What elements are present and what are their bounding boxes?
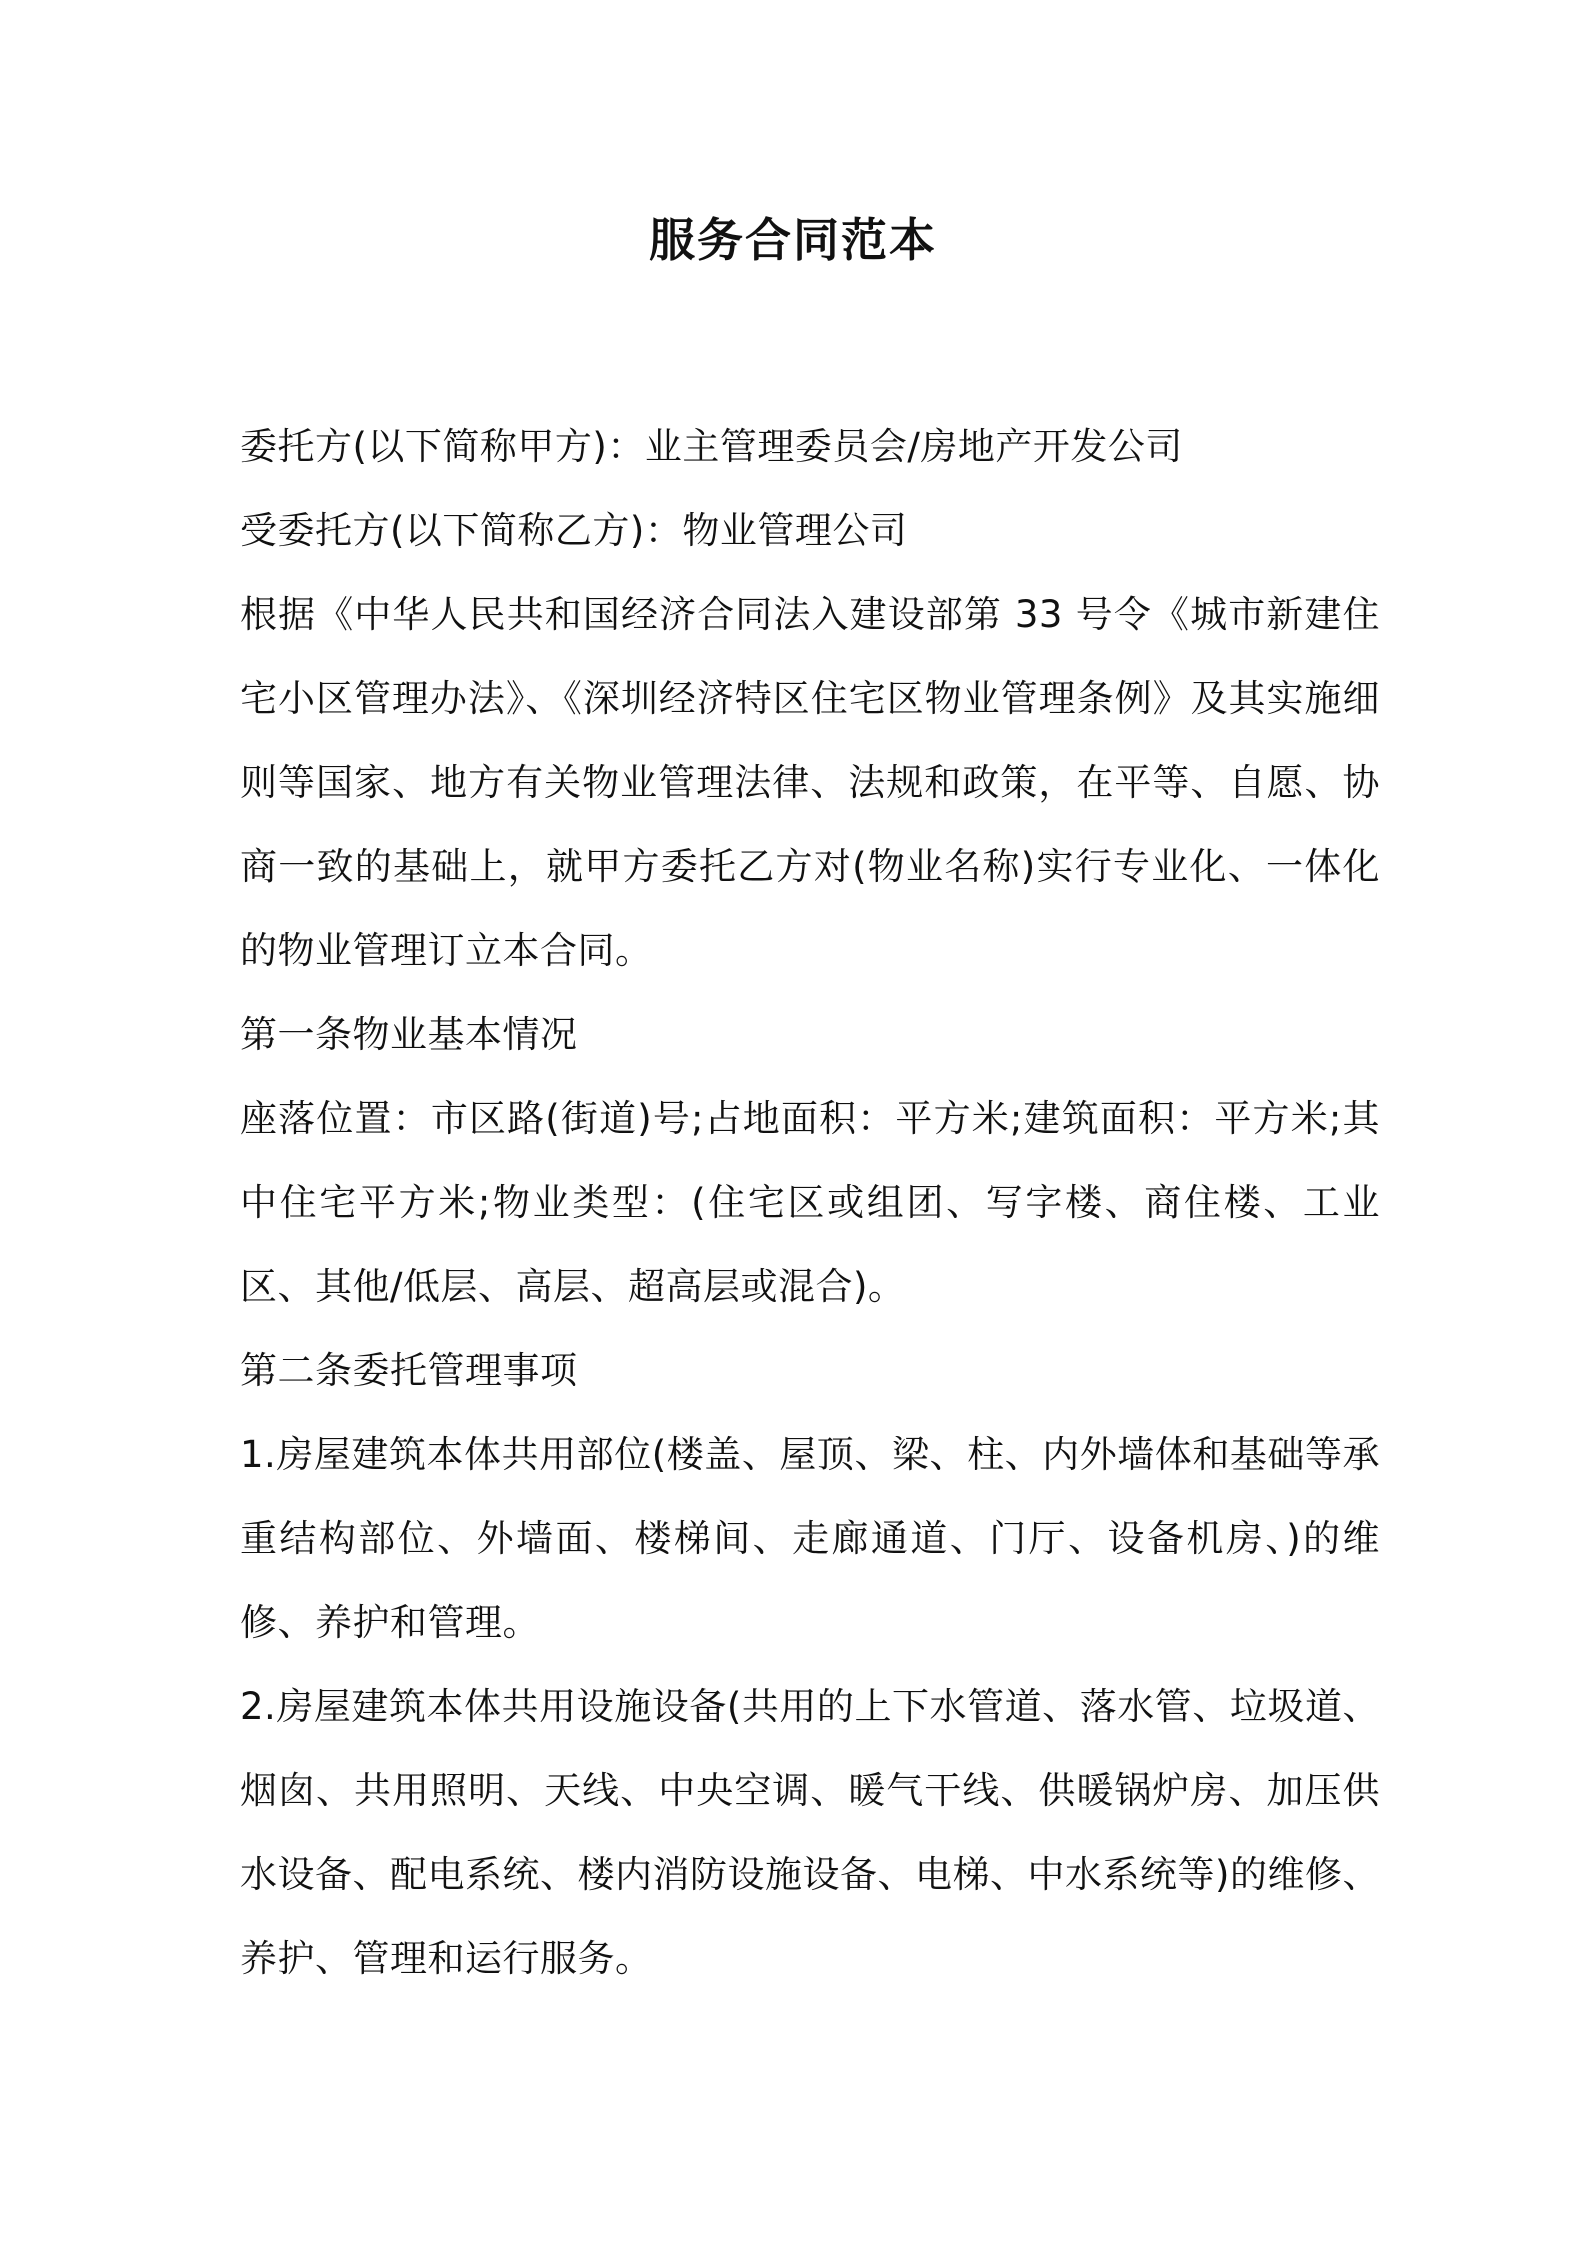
party-a-line: 委托方(以下简称甲方)：业主管理委员会/房地产开发公司 bbox=[240, 425, 1183, 468]
preamble-paragraph: 根据《中华人民共和国经济合同法入建设部第 33 号令《城市新建住宅小区管理办法》、《深圳经济特区住宅区物业管理条例》及其实施细则等国家、地方有关物业管理法律、法规和政策，在平等、自愿、协商一致的基础上，就甲方委托乙方对(物业名称)实行专业化、一体化的物业管理订立本合同。 bbox=[240, 593, 1380, 972]
article-1-heading: 第一条物业基本情况 bbox=[240, 1013, 578, 1056]
party-b-line: 受委托方(以下简称乙方)：物业管理公司 bbox=[240, 509, 908, 552]
document-body bbox=[240, 405, 1380, 2001]
article-1-body: 座落位置：市区路(街道)号;占地面积：平方米;建筑面积：平方米;其中住宅平方米;物业类型：(住宅区或组团、写字楼、商住楼、工业区、其他/低层、高层、超高层或混合)。 bbox=[240, 1097, 1380, 1308]
article-2-item-1: 1.房屋建筑本体共用部位(楼盖、屋顶、梁、柱、内外墙体和基础等承重结构部位、外墙面、楼梯间、走廊通道、门厅、设备机房、)的维修、养护和管理。 bbox=[240, 1433, 1380, 1644]
article-2-heading: 第二条委托管理事项 bbox=[240, 1349, 578, 1392]
article-2-item-2: 2.房屋建筑本体共用设施设备(共用的上下水管道、落水管、垃圾道、烟囱、共用照明、天线、中央空调、暖气干线、供暖锅炉房、加压供水设备、配电系统、楼内消防设施设备、电梯、中水系统等)的维修、养护、管理和运行服务。 bbox=[240, 1685, 1380, 1980]
document-title: 服务合同范本 bbox=[649, 213, 937, 267]
